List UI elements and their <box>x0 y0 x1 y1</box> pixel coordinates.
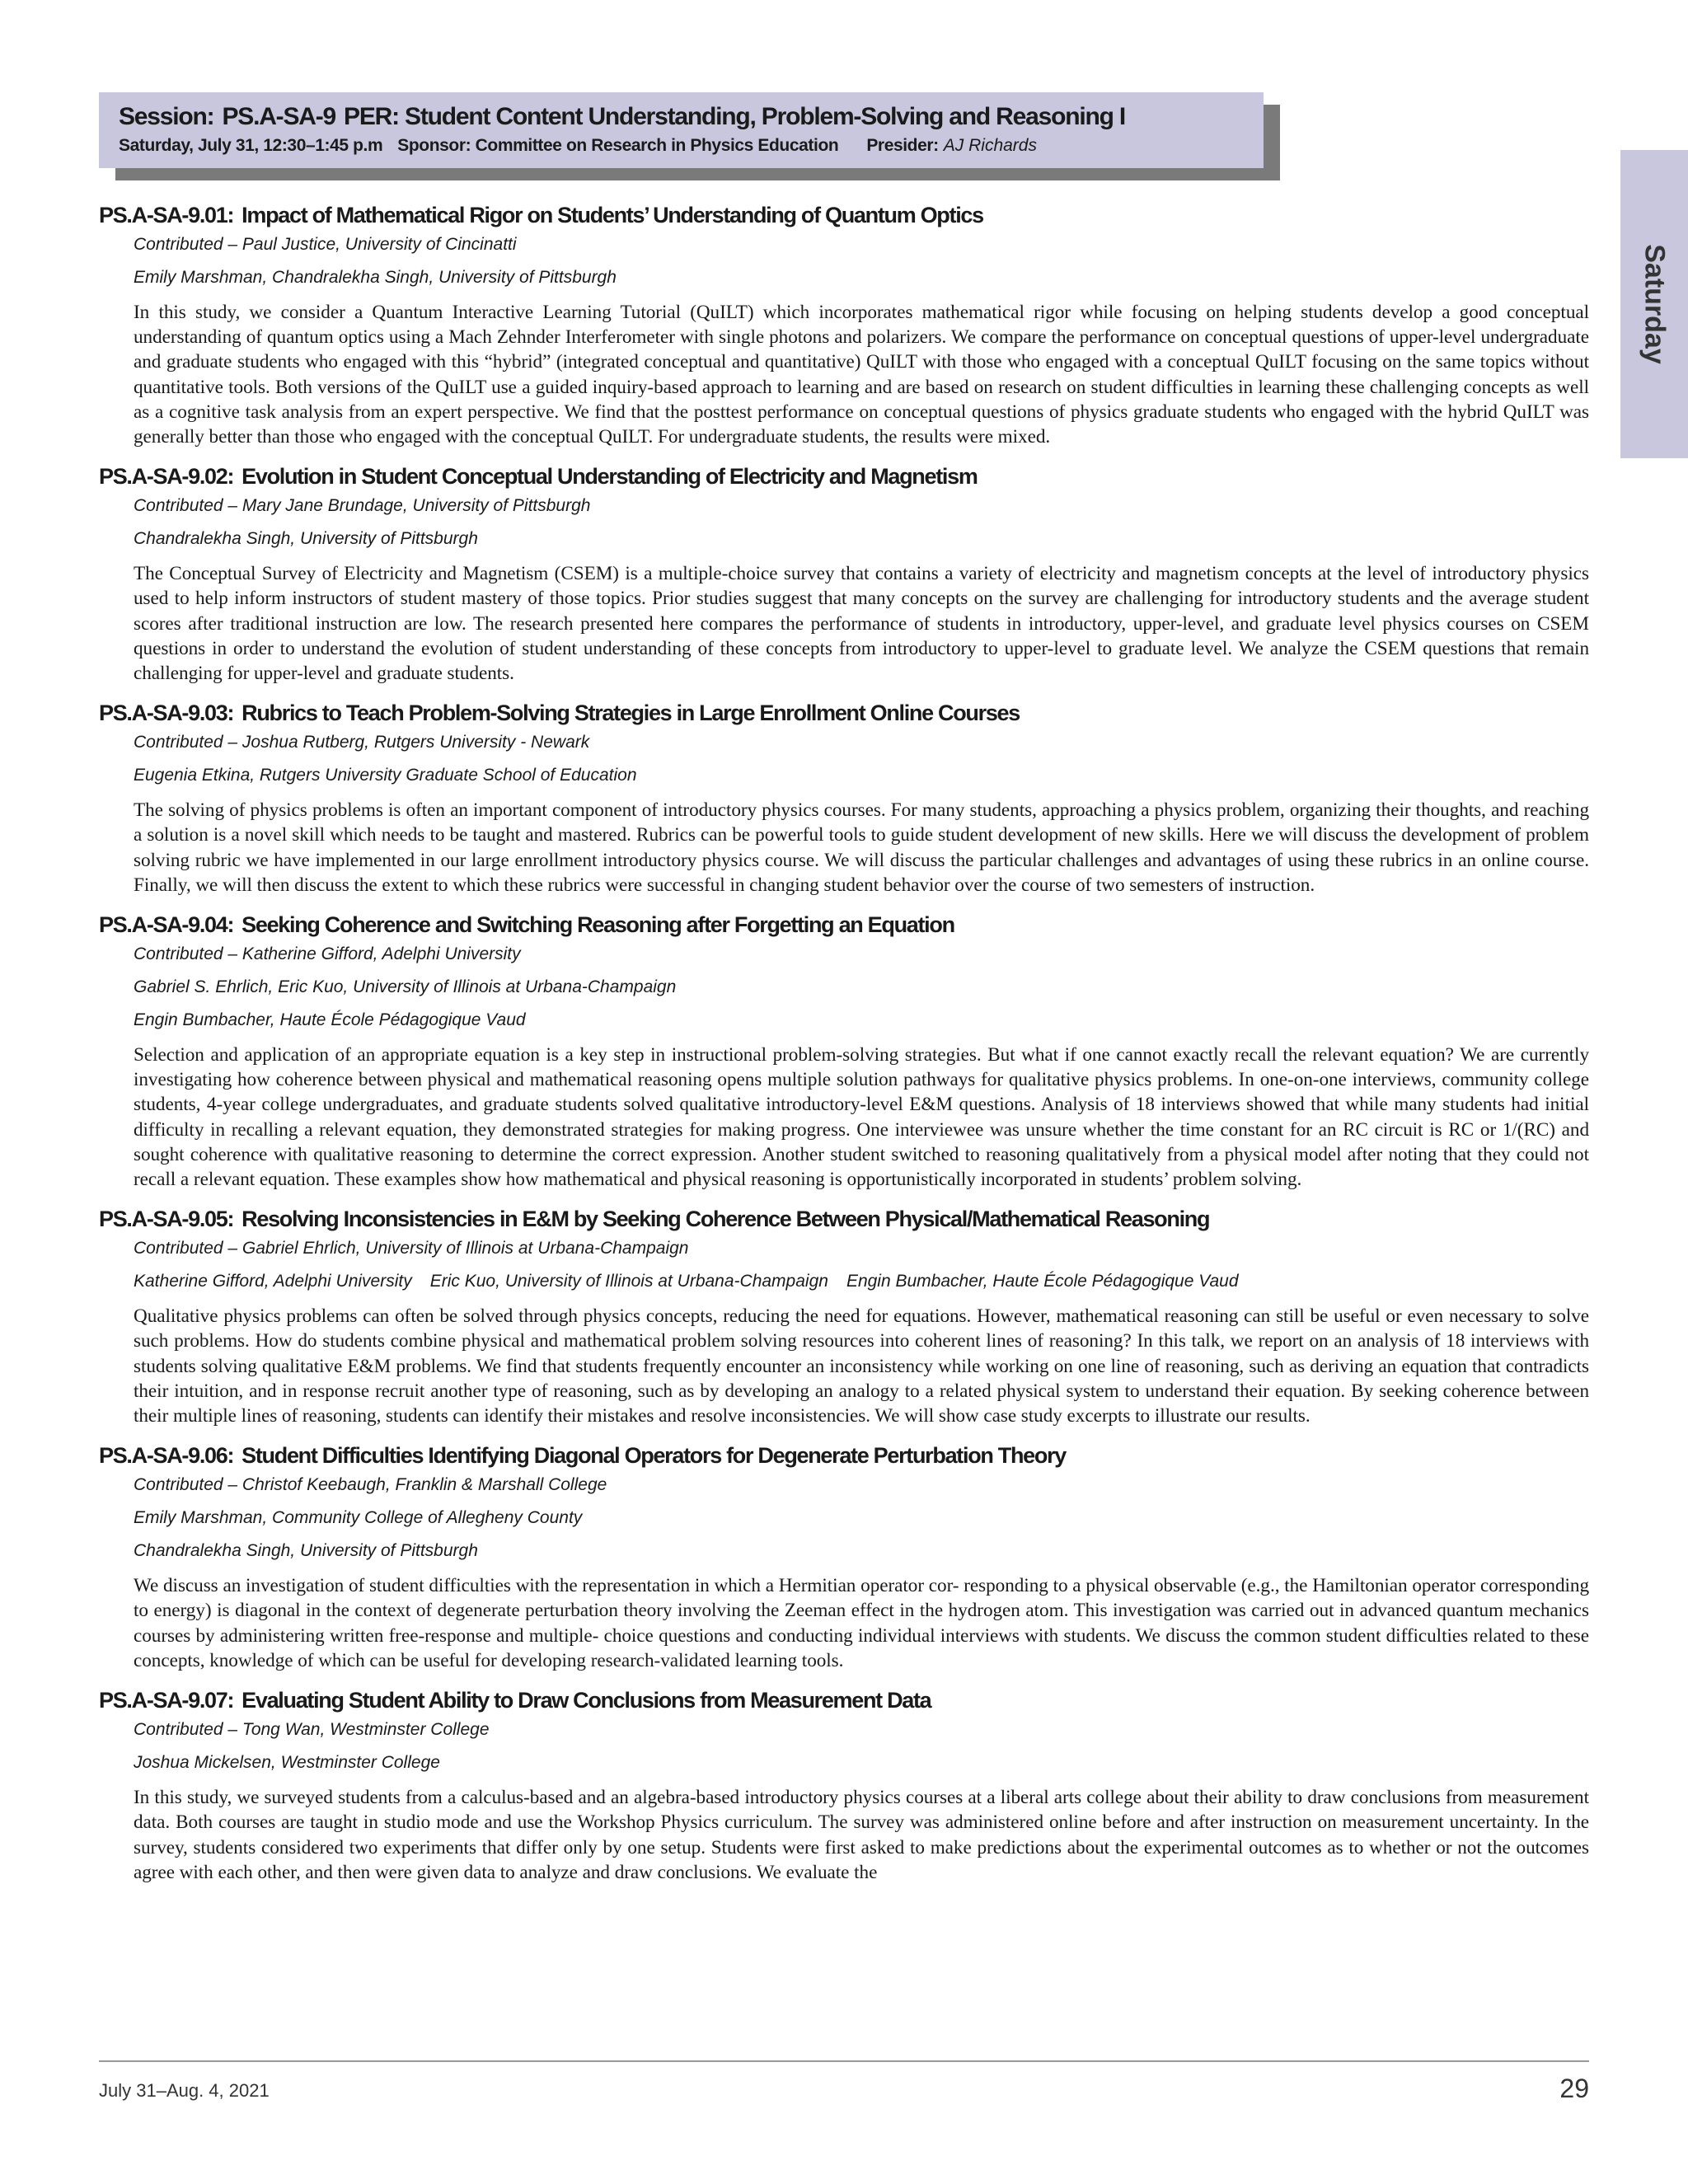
author-name: Eric Kuo, University of Illinois at Urbana-Champaign <box>429 1272 828 1291</box>
session-header <box>99 92 1264 168</box>
abstract-heading <box>99 201 1589 229</box>
session-presider-label: Presider: <box>866 136 939 155</box>
abstract-item <box>99 911 1589 1192</box>
session-presider: AJ Richards <box>943 136 1037 155</box>
abstract-list <box>99 201 1589 1898</box>
session-title: PER: Student Content Understanding, Problem-Solving and Reasoning I <box>344 103 1125 130</box>
session-label: Session: <box>119 103 214 130</box>
abstract-body: The solving of physics problems is often an important component of introductory physics courses. For many students, approaching a physics problem, organizing their thoughts, and reaching a solution is a novel skill which needs to be taught and mastered. Rubrics can be powerful tools to guide student development of new skills. Here we will discuss the development of problem solving rubric we have implemented in our large enrollment introductory physics course. We will discuss the particular challenges and advantages of using these rubrics in an online course. Finally, we will then discuss the extent to which these rubrics were successful in changing student behavior over the course of two semesters of instruction. <box>134 799 1589 896</box>
author-line: Contributed – Christof Keebaugh, Franklin & Marshall College <box>134 1475 607 1495</box>
abstract-code: PS.A-SA-9.05: <box>99 1207 234 1232</box>
abstract-body: Selection and application of an appropriate equation is a key step in instructional problem-solving strategies. But what if one cannot exactly recall the relevant equation? We are currently investigating how coherence between physical and mathematical reasoning opens multiple solution pathways for qualitative physics problems. In one-on-one interviews, community college students, 4-year college undergraduates, and graduate students solved qualitative introductory-level E&M questions. Analysis of 18 interviews showed that while many students had initial difficulty in recalling a relevant equation, they demonstrated strategies for making progress. One interviewee was unsure whether the time constant for an RC circuit is RC or 1/(RC) and sought coherence with qualitative reasoning to determine the correct expression. Another student switched to reasoning qualitatively from a physical model after noting that they could not recall a relevant equation. These examples show how mathematical and physical reasoning is opportunistically incorporated in students’ problem solving. <box>134 1044 1589 1191</box>
author-line: Contributed – Tong Wan, Westminster College <box>134 1720 490 1740</box>
abstract-item <box>99 1205 1589 1428</box>
author-line: Contributed – Joshua Rutberg, Rutgers University - Newark <box>134 733 590 752</box>
abstract-title: Resolving Inconsistencies in E&M by Seeking Coherence Between Physical/Mathematical Reasoning <box>241 1207 1210 1232</box>
abstract-code: PS.A-SA-9.02: <box>99 464 234 490</box>
day-side-tab <box>1620 150 1688 458</box>
abstract-title: Student Difficulties Identifying Diagonal Operators for Degenerate Perturbation Theory <box>241 1443 1066 1469</box>
abstract-code: PS.A-SA-9.04: <box>99 912 234 938</box>
session-info-line <box>119 134 1244 158</box>
abstract-code: PS.A-SA-9.07: <box>99 1688 234 1713</box>
author-line: Contributed – Gabriel Ehrlich, University of Illinois at Urbana-Champaign <box>134 1239 689 1258</box>
author-line: Joshua Mickelsen, Westminster College <box>134 1753 440 1773</box>
author-line: Emily Marshman, Chandralekha Singh, University of Pittsburgh <box>134 268 617 287</box>
abstract-body: In this study, we consider a Quantum Interactive Learning Tutorial (QuILT) which incorporates mathematical rigor while focusing on helping students develop a good conceptual understanding of quantum optics using a Mach Zehnder Interferometer with single photons and polarizers. We compare the performance on conceptual questions of upper-level undergraduate and graduate students who engaged with this “hybrid” (integrated conceptual and quantitative) QuILT with those who engaged with a conceptual QuILT focusing on the same topics without quantitative tools. Both versions of the QuILT use a guided inquiry-based approach to learning and are based on research on student difficulties in learning these challenging concepts as well as a cognitive task analysis from an expert perspective. We find that the posttest performance on conceptual questions of physics graduate students who engaged with the hybrid QuILT was generally better than those who engaged with the conceptual QuILT. For undergraduate students, the results were mixed. <box>134 302 1589 448</box>
abstract-code: PS.A-SA-9.01: <box>99 203 234 227</box>
abstract-title: Evolution in Student Conceptual Understanding of Electricity and Magnetism <box>241 464 978 490</box>
abstract-heading <box>99 1205 1589 1233</box>
abstract-item <box>99 201 1589 449</box>
abstract-heading <box>99 1441 1589 1469</box>
abstract-item <box>99 1441 1589 1673</box>
abstract-item <box>99 699 1589 898</box>
abstract-body: Qualitative physics problems can often be solved through physics concepts, reducing the need for equations. However, mathematical reasoning can still be useful or even necessary to solve such problems. How do students combine physical and mathematical problem solving resources into coherent lines of reasoning? In this talk, we report on an analysis of 18 interviews with students solving qualitative E&M problems. We find that students frequently encounter an inconsistency while working on one line of reasoning, such as deriving an equation that contradicts their intuition, and in response recruit another type of reasoning, such as by developing an analogy to a related physical system to understand their equation. By seeking coherence between their multiple lines of reasoning, students can identify their mistakes and resolve inconsistencies. We will show case study excerpts to illustrate our results. <box>134 1305 1589 1427</box>
footer-dates: July 31–Aug. 4, 2021 <box>99 2080 270 2101</box>
author-name: Engin Bumbacher, Haute École Pédagogique Vaud <box>846 1272 1239 1291</box>
author-line: Eugenia Etkina, Rutgers University Graduate School of Education <box>134 766 637 785</box>
day-side-tab-label: Saturday <box>1639 244 1671 364</box>
abstract-heading <box>99 911 1589 939</box>
author-line: Emily Marshman, Community College of Allegheny County <box>134 1508 583 1528</box>
session-sponsor: Sponsor: Committee on Research in Physics Education <box>397 136 839 155</box>
abstract-body: In this study, we surveyed students from a calculus-based and an algebra-based introductory physics courses at a liberal arts college about their ability to draw conclusions from measurement data. Both courses are taught in studio mode and use the Workshop Physics curriculum. The survey was administered online before and after instruction on measurement uncertainty. In the survey, students considered two experiments that differ only by one setup. Students were first asked to make predictions about the experimental outcomes as to whether or not the outcomes agree with each other, and then were given data to analyze and draw conclusions. We evaluate the <box>134 1787 1589 1883</box>
author-line: Gabriel S. Ehrlich, Eric Kuo, University of Illinois at Urbana-Champaign <box>134 977 677 997</box>
abstract-heading <box>99 1686 1589 1714</box>
author-line: Chandralekha Singh, University of Pittsburgh <box>134 1541 478 1561</box>
session-date-time: Saturday, July 31, 12:30–1:45 p.m <box>119 136 383 155</box>
abstract-title: Seeking Coherence and Switching Reasoning after Forgetting an Equation <box>241 912 954 938</box>
page-number: 29 <box>1559 2074 1589 2103</box>
author-line: Contributed – Paul Justice, University of Cincinatti <box>134 235 517 254</box>
abstract-item <box>99 1686 1589 1885</box>
abstract-code: PS.A-SA-9.03: <box>99 701 234 726</box>
abstract-title: Evaluating Student Ability to Draw Conclusions from Measurement Data <box>241 1688 931 1713</box>
abstract-body: We discuss an investigation of student difficulties with the representation in which a Hermitian operator cor- responding to a physical observable (e.g., the Hamiltonian operator corresponding to energy) is diagonal in the context of degenerate perturbation theory involving the Zeeman effect in the hydrogen atom. This investigation was carried out in advanced quantum mechanics courses by administering written free-response and multiple- choice questions and conducting individual interviews with students. We discuss the common student difficulties related to these concepts, knowledge of which can be useful for developing research-validated learning tools. <box>134 1575 1589 1671</box>
author-line: Engin Bumbacher, Haute École Pédagogique Vaud <box>134 1010 526 1030</box>
author-name: Katherine Gifford, Adelphi University <box>134 1272 412 1291</box>
abstract-title: Impact of Mathematical Rigor on Students’ Understanding of Quantum Optics <box>241 203 983 227</box>
footer-divider <box>99 2060 1589 2062</box>
author-line-multi <box>134 1271 1589 1292</box>
session-code: PS.A-SA-9 <box>222 103 336 130</box>
abstract-code: PS.A-SA-9.06: <box>99 1443 234 1469</box>
abstract-heading <box>99 699 1589 727</box>
abstract-heading <box>99 462 1589 490</box>
author-line: Contributed – Mary Jane Brundage, University of Pittsburgh <box>134 496 591 516</box>
abstract-body: The Conceptual Survey of Electricity and Magnetism (CSEM) is a multiple-choice survey that contains a variety of electricity and magnetism concepts at the level of introductory physics used to help inform instructors of student mastery of those topics. Prior studies suggest that many concepts on the survey are challenging for introductory students and the average student scores after traditional instruction are low. The research presented here compares the performance of students in introductory, upper-level, and graduate level physics courses on CSEM questions in order to understand the evolution of student understanding of these concepts from introductory to upper-level to graduate level. We analyze the CSEM questions that remain challenging for upper-level and graduate students. <box>134 563 1589 685</box>
abstract-title: Rubrics to Teach Problem-Solving Strategies in Large Enrollment Online Courses <box>241 701 1020 726</box>
session-title-line <box>119 101 1244 134</box>
author-line: Chandralekha Singh, University of Pittsburgh <box>134 529 478 549</box>
author-line: Contributed – Katherine Gifford, Adelphi University <box>134 944 521 964</box>
abstract-item <box>99 462 1589 686</box>
